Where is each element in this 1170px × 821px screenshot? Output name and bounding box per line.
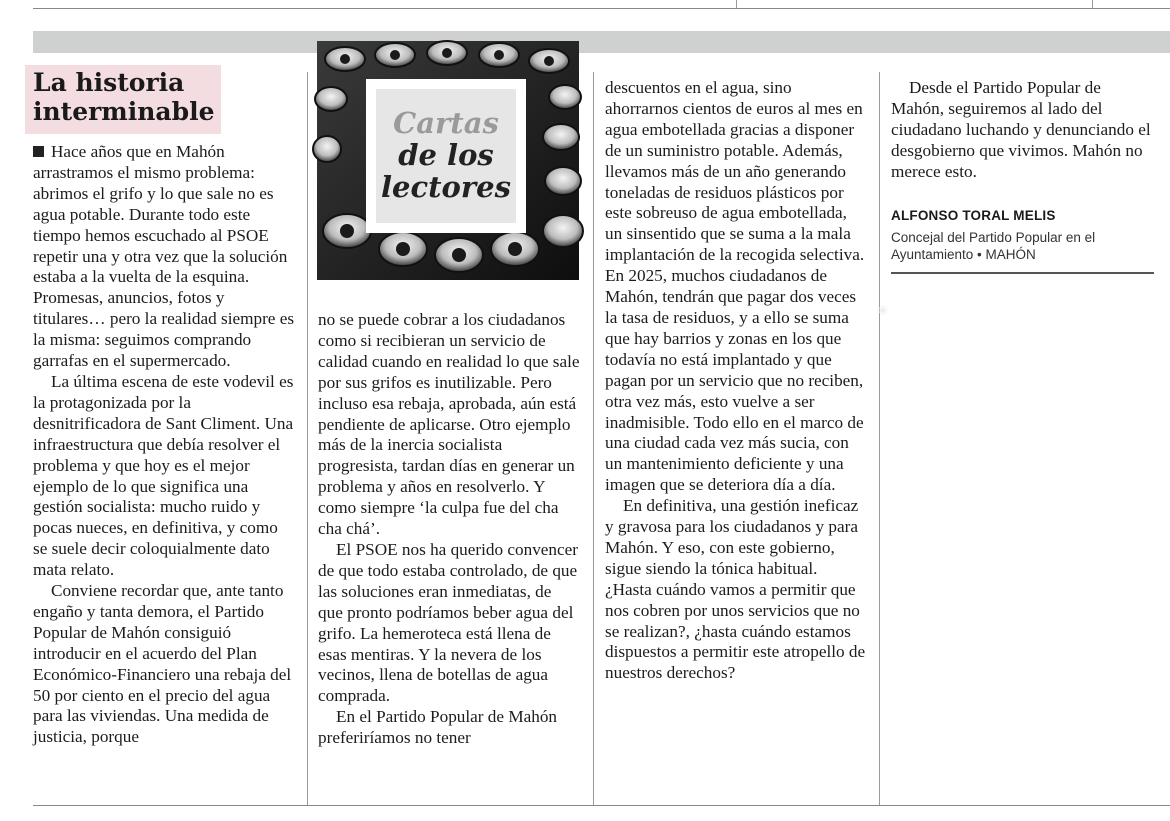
- body-paragraph: El PSOE nos ha querido convencer de que todo estaba controlado, de que las soluciones eran inmediatas, de que pronto podríamos beber agua del grifo. La hemeroteca está llena de esas mentiras. Y la nevera de los vecinos, llena de botellas de agua comprada.: [318, 539, 579, 706]
- camera-icon: ◉: [878, 303, 888, 316]
- section-badge-line2: de los: [398, 138, 494, 172]
- top-divider: [736, 0, 737, 8]
- top-divider: [1092, 0, 1093, 8]
- column-divider: [307, 72, 308, 805]
- body-paragraph: Desde el Partido Popular de Mahón, seguiremos al lado del ciudadano luchando y denunciando el desgobierno que vivimos. Mahón no merece esto.: [891, 78, 1151, 181]
- author-role: Concejal del Partido Popular en el Ayuntamiento • MAHÓN: [891, 230, 1096, 262]
- body-paragraph: La última escena de este vodevil es la protagonizada por la desnitrificadora de Sant Climent. Una infraestructura que debía resolver el problema y que hoy es el mejor ejemplo de lo que significa una gestión socialista: mucho ruido y pocas nueces, en definitiva, y como se suele decir coloquialmente dato mata relato.: [33, 371, 294, 580]
- section-badge: [366, 79, 526, 233]
- article-column-2: [318, 310, 580, 749]
- headline: La historia interminable: [33, 68, 215, 126]
- signature-rule: [891, 272, 1154, 274]
- body-paragraph: En definitiva, una gestión ineficaz y gravosa para los ciudadanos y para Mahón. Y eso, con este gobierno, sigue siendo la tónica habitual. ¿Hasta cuándo vamos a permitir que nos cobren por unos servicios que no se realizan?, ¿hasta cuándo estamos dispuestos a permitir este atropello de nuestros derechos?: [605, 496, 866, 683]
- column-divider: [593, 72, 594, 805]
- body-paragraph-text: Hace años que en Mahón arrastramos el mismo problema: abrimos el grifo y lo que sale no es agua potable. Durante todo este tiempo hemos escuchado al PSOE repetir una y otra vez que la solución estaba a la vuelta de la esquina. Promesas, anuncios, fotos y titulares… pero la realidad siempre es la misma: seguimos comprando garrafas en el supermercado.: [33, 142, 295, 371]
- article-column-3: [605, 78, 867, 684]
- author-name: ALFONSO TORAL MELIS: [891, 208, 1056, 223]
- body-paragraph: [33, 142, 295, 372]
- body-paragraph: Conviene recordar que, ante tanto engaño y tanta demora, el Partido Popular de Mahón consiguió introducir en el acuerdo del Plan Económico-Financiero una rebaja del 50 por ciento en el precio del agua para las viviendas. Una medida de justicia, porque: [33, 581, 292, 747]
- body-paragraph: no se puede cobrar a los ciudadanos como si recibieran un servicio de calidad cuando en realidad lo que sale por sus grifos es inutilizable. Pero incluso esa rebaja, aprobada, aún está pendiente de aplicarse. Otro ejemplo más de la inercia socialista progresista, tardan días en generar un problema y años en resolverlo. Y como siempre ‘la culpa fue del cha cha chá’.: [318, 310, 580, 539]
- section-band: [33, 31, 1170, 53]
- bullet-square-icon: [33, 146, 44, 157]
- body-paragraph: descuentos en el agua, sino ahorrarnos cientos de euros al mes en agua embotellada gracias a disponer de un suministro potable. Además, llevamos más de un año generando toneladas de residuos plásticos por este sobreuso de agua embotellada, un sinsentido que se suma a la mala implantación de la recogida selectiva. En 2025, muchos ciudadanos de Mahón, tendrán que pagar dos veces la tasa de residuos, y a ello se suma que hay barrios y zonas en los que todavía no está implantado y que pagan por un servicio que no reciben, otra vez más, esto vuelve a ser inadmisible. Todo ello en el marco de una ciudad cada vez más sucia, con un mantenimiento deficiente y una imagen que se deteriora día a día.: [605, 78, 865, 495]
- section-badge-line1: Cartas: [393, 106, 499, 140]
- section-badge-inner: [376, 89, 516, 223]
- article-column-1: [33, 142, 295, 748]
- article-column-4: [891, 78, 1153, 183]
- section-badge-line3: lectores: [381, 170, 511, 204]
- bottom-rule: [33, 805, 1170, 806]
- top-rule: [33, 8, 1170, 9]
- column-divider: [879, 72, 880, 805]
- body-paragraph: En el Partido Popular de Mahón preferiríamos no tener: [318, 707, 558, 748]
